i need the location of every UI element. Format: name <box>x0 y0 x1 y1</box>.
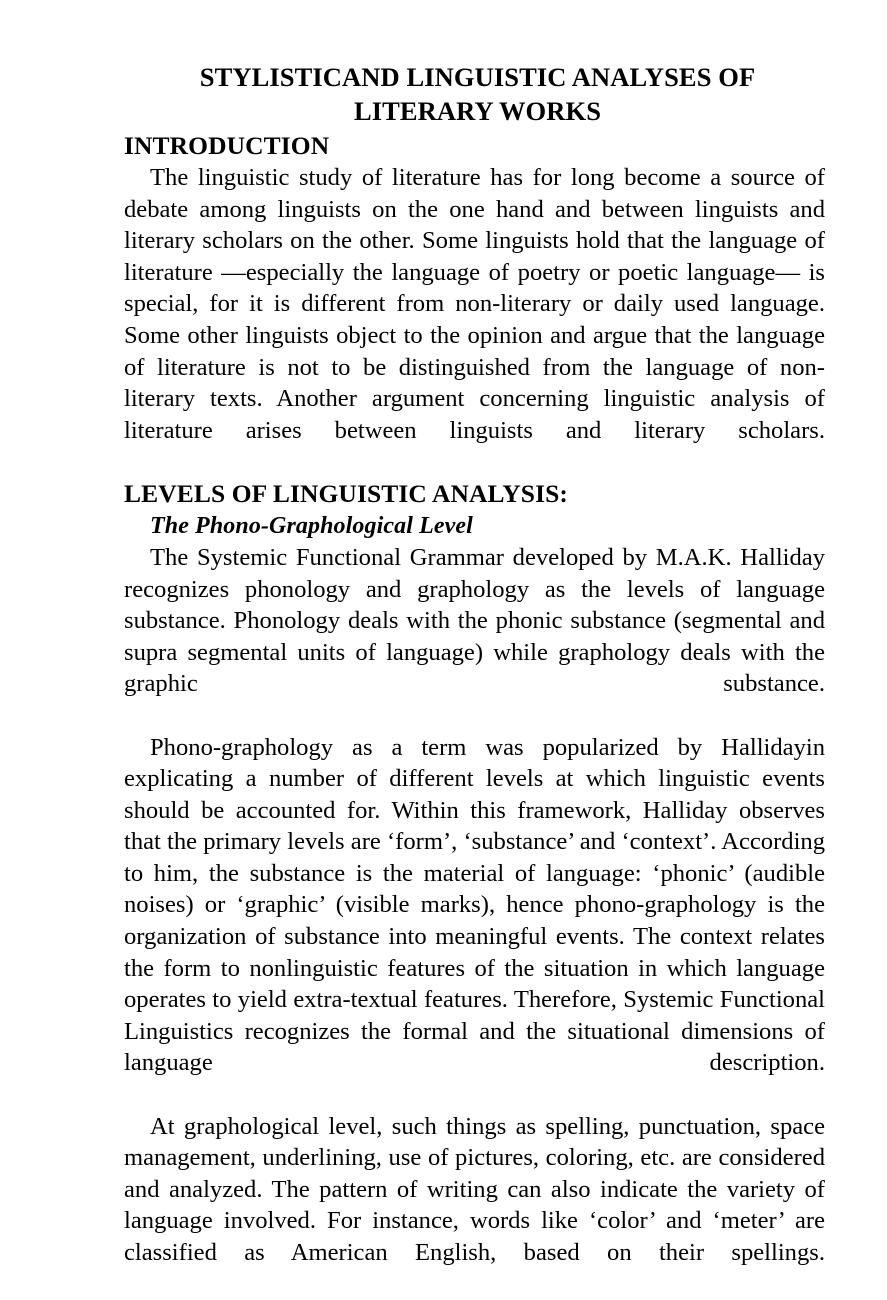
paragraph-introduction-1: The linguistic study of literature has for long become a source of debate among linguists on the one hand and between linguists and literary scholars on the other. Some linguists hold that the language of literature —especially the language of poetry or poetic language— is special, for it is different from non-literary or daily used language. Some other linguists object to the opinion and argue that the language of literature is not to be distinguished from the language of non-literary texts. Another argument concerning linguistic analysis of literature arises between linguists and literary scholars. <box>124 164 825 444</box>
document-title: STYLISTICAND LINGUISTIC ANALYSES OF LITERARY WORKS <box>199 62 756 126</box>
paragraph-levels-1: The Systemic Functional Grammar developed by M.A.K. Halliday recognizes phonology and graphology as the levels of language substance. Phonology deals with the phonic substance (segmental and supra segmental units of language) while graphology deals with the graphic substance. <box>124 543 825 698</box>
document-body <box>124 60 825 1300</box>
paragraph-levels-2: Phono-graphology as a term was popularized by Hallidayin explicating a number of different levels at which linguistic events should be accounted for. Within this framework, Halliday observes that the primary levels are ‘form’, ‘substance’ and ‘context’. According to him, the substance is the material of language: ‘phonic’ (audible noises) or ‘graphic’ (visible marks), hence phono-graphology is the organization of substance into meaningful events. The context relates the form to nonlinguistic features of the situation in which language operates to yield extra-textual features. Therefore, Systemic Functional Linguistics recognizes the formal and the situational dimensions of language description. <box>124 733 825 1077</box>
subheading-phono-graphological-level: The Phono-Graphological Level <box>150 512 473 539</box>
heading-levels-of-linguistic-analysis: LEVELS OF LINGUISTIC ANALYSIS: <box>124 478 568 508</box>
heading-introduction: INTRODUCTION <box>124 131 330 160</box>
paragraph-levels-3: At graphological level, such things as spelling, punctuation, space management, underlining, use of pictures, coloring, etc. are considered and analyzed. The pattern of writing can also indicate the variety of language involved. For instance, words like ‘color’ and ‘meter’ are classified as American English, based on their spellings. <box>124 1112 825 1266</box>
